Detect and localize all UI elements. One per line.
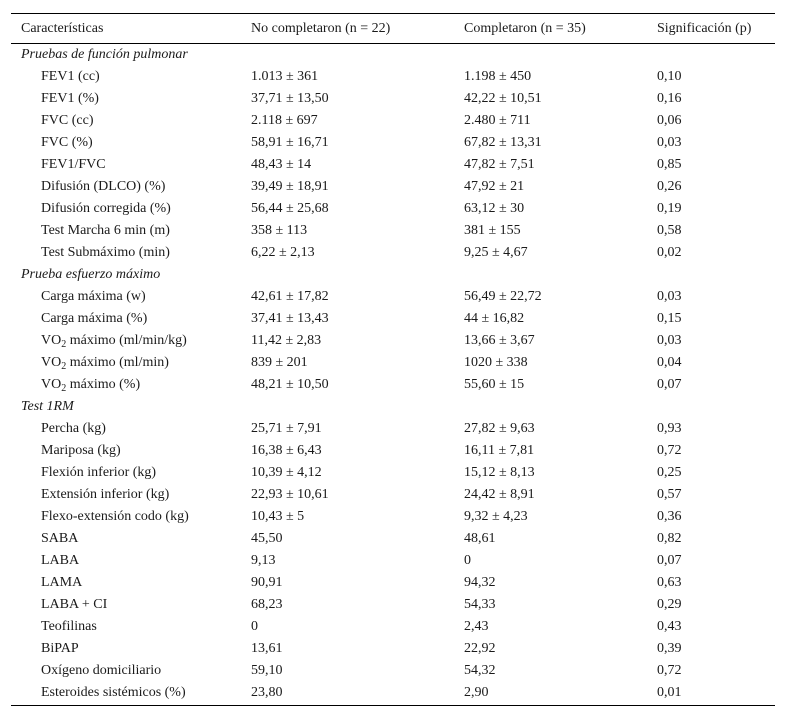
value-completaron: 55,60 ± 15 xyxy=(464,376,525,392)
data-table xyxy=(11,13,775,706)
row-label: Flexo-extensión codo (kg) xyxy=(41,508,189,524)
section-title: Prueba esfuerzo máximo xyxy=(21,266,161,282)
value-no-completaron: 56,44 ± 25,68 xyxy=(251,200,329,216)
value-significacion: 0,03 xyxy=(657,288,682,304)
value-no-completaron: 13,61 xyxy=(251,640,283,656)
value-significacion: 0,07 xyxy=(657,376,682,392)
value-completaron: 48,61 xyxy=(464,530,496,546)
value-significacion: 0,26 xyxy=(657,178,682,194)
table-row xyxy=(11,682,775,706)
value-significacion: 0,15 xyxy=(657,310,682,326)
value-no-completaron: 9,13 xyxy=(251,552,276,568)
value-completaron: 2.480 ± 711 xyxy=(464,112,531,128)
table-row xyxy=(11,308,775,330)
table-row xyxy=(11,132,775,154)
row-label: Carga máxima (w) xyxy=(41,288,146,304)
table-row xyxy=(11,660,775,682)
section-title: Pruebas de función pulmonar xyxy=(21,46,188,62)
row-label: FEV1 (cc) xyxy=(41,68,100,84)
row-label: Carga máxima (%) xyxy=(41,310,148,326)
header-completaron: Completaron (n = 35) xyxy=(454,14,647,44)
label-prefix: VO xyxy=(41,354,62,370)
table-row xyxy=(11,176,775,198)
value-completaron: 0 xyxy=(464,552,471,568)
row-label: FEV1 (%) xyxy=(41,90,99,106)
value-completaron: 22,92 xyxy=(464,640,496,656)
value-no-completaron: 48,43 ± 14 xyxy=(251,156,312,172)
table-row xyxy=(11,110,775,132)
label-suffix: máximo (ml/min) xyxy=(66,354,169,370)
table-row xyxy=(11,154,775,176)
label-prefix: VO xyxy=(41,376,62,392)
label-subscript: 2 xyxy=(61,338,67,350)
section-row xyxy=(11,396,775,418)
value-significacion: 0,16 xyxy=(657,90,682,106)
row-label xyxy=(11,330,241,352)
value-no-completaron: 23,80 xyxy=(241,682,454,706)
table-row xyxy=(11,418,775,440)
header-row xyxy=(11,14,775,44)
table-row xyxy=(11,88,775,110)
table-row xyxy=(11,286,775,308)
value-no-completaron: 16,38 ± 6,43 xyxy=(251,442,322,458)
table-row xyxy=(11,528,775,550)
row-label: FVC (cc) xyxy=(41,112,94,128)
row-label: Extensión inferior (kg) xyxy=(41,486,170,502)
value-no-completaron: 0 xyxy=(251,618,258,634)
value-completaron: 54,33 xyxy=(464,596,496,612)
value-no-completaron: 58,91 ± 16,71 xyxy=(251,134,329,150)
value-completaron: 63,12 ± 30 xyxy=(464,200,525,216)
value-completaron: 47,82 ± 7,51 xyxy=(464,156,535,172)
row-label: LABA + CI xyxy=(41,596,108,612)
value-significacion: 0,29 xyxy=(657,596,682,612)
value-no-completaron: 45,50 xyxy=(251,530,283,546)
value-no-completaron: 358 ± 113 xyxy=(251,222,308,238)
label-suffix: máximo (%) xyxy=(66,376,141,392)
value-significacion: 0,43 xyxy=(657,618,682,634)
value-no-completaron: 39,49 ± 18,91 xyxy=(251,178,329,194)
value-completaron: 94,32 xyxy=(464,574,496,590)
table-header xyxy=(11,14,775,44)
value-no-completaron: 42,61 ± 17,82 xyxy=(251,288,329,304)
table-row xyxy=(11,352,775,374)
row-label: BiPAP xyxy=(41,640,79,656)
value-significacion: 0,39 xyxy=(657,640,682,656)
row-label: FVC (%) xyxy=(41,134,93,150)
value-no-completaron: 6,22 ± 2,13 xyxy=(251,244,315,260)
row-label: SABA xyxy=(41,530,79,546)
table-row xyxy=(11,66,775,88)
value-significacion: 0,06 xyxy=(657,112,682,128)
row-label: Difusión corregida (%) xyxy=(41,200,171,216)
table-row xyxy=(11,374,775,396)
value-no-completaron: 90,91 xyxy=(251,574,283,590)
value-significacion: 0,93 xyxy=(657,420,682,436)
section-title: Test 1RM xyxy=(21,398,74,414)
table-row xyxy=(11,616,775,638)
row-label: Esteroides sistémicos (%) xyxy=(11,682,241,706)
table-row xyxy=(11,198,775,220)
value-no-completaron: 37,41 ± 13,43 xyxy=(251,310,329,326)
value-significacion: 0,07 xyxy=(657,552,682,568)
row-label: Test Marcha 6 min (m) xyxy=(41,222,170,238)
row-label: Oxígeno domiciliario xyxy=(41,662,162,678)
value-completaron: 1020 ± 338 xyxy=(464,354,528,370)
value-no-completaron: 59,10 xyxy=(251,662,283,678)
value-significacion: 0,57 xyxy=(657,486,682,502)
header-caracteristicas: Características xyxy=(11,14,241,44)
value-completaron: 1.198 ± 450 xyxy=(464,68,532,84)
row-label: LABA xyxy=(41,552,80,568)
value-significacion: 0,85 xyxy=(657,156,682,172)
value-significacion: 0,58 xyxy=(657,222,682,238)
row-label: Test Submáximo (min) xyxy=(41,244,170,260)
table-row xyxy=(11,462,775,484)
value-no-completaron: 68,23 xyxy=(251,596,283,612)
label-subscript: 2 xyxy=(61,360,67,372)
value-completaron: 2,90 xyxy=(454,682,647,706)
row-label xyxy=(11,374,241,396)
row-label: Teofilinas xyxy=(41,618,97,634)
table-row xyxy=(11,594,775,616)
row-label: Difusión (DLCO) (%) xyxy=(41,178,166,194)
value-no-completaron: 2.118 ± 697 xyxy=(251,112,318,128)
label-subscript: 2 xyxy=(61,382,67,394)
value-completaron: 381 ± 155 xyxy=(464,222,521,238)
value-significacion: 0,72 xyxy=(657,442,682,458)
value-no-completaron: 10,39 ± 4,12 xyxy=(251,464,322,480)
value-completaron: 56,49 ± 22,72 xyxy=(464,288,542,304)
value-significacion: 0,04 xyxy=(657,354,682,370)
label-prefix: VO xyxy=(41,332,62,348)
value-no-completaron: 10,43 ± 5 xyxy=(251,508,305,524)
value-significacion: 0,03 xyxy=(657,134,682,150)
value-completaron: 13,66 ± 3,67 xyxy=(464,332,535,348)
header-no-completaron: No completaron (n = 22) xyxy=(241,14,454,44)
value-no-completaron: 25,71 ± 7,91 xyxy=(251,420,322,436)
value-completaron: 42,22 ± 10,51 xyxy=(464,90,542,106)
row-label: Percha (kg) xyxy=(41,420,106,436)
section-row xyxy=(11,264,775,286)
value-completaron: 2,43 xyxy=(464,618,489,634)
row-label: LAMA xyxy=(41,574,83,590)
row-label: Flexión inferior (kg) xyxy=(41,464,157,480)
value-completaron: 16,11 ± 7,81 xyxy=(464,442,535,458)
value-no-completaron: 48,21 ± 10,50 xyxy=(251,376,329,392)
table-row xyxy=(11,638,775,660)
value-completaron: 54,32 xyxy=(464,662,496,678)
value-completaron: 27,82 ± 9,63 xyxy=(464,420,535,436)
value-completaron: 24,42 ± 8,91 xyxy=(464,486,535,502)
table-row xyxy=(11,220,775,242)
table-row xyxy=(11,550,775,572)
value-completaron: 47,92 ± 21 xyxy=(464,178,525,194)
table-row xyxy=(11,330,775,352)
value-completaron: 44 ± 16,82 xyxy=(464,310,525,326)
table-body xyxy=(11,44,775,706)
value-significacion: 0,10 xyxy=(657,68,682,84)
value-no-completaron: 1.013 ± 361 xyxy=(251,68,319,84)
row-label: FEV1/FVC xyxy=(41,156,106,172)
value-significacion: 0,63 xyxy=(657,574,682,590)
label-suffix: máximo (ml/min/kg) xyxy=(66,332,187,348)
table-row xyxy=(11,440,775,462)
table-row xyxy=(11,506,775,528)
value-no-completaron: 37,71 ± 13,50 xyxy=(251,90,329,106)
header-significacion: Significación (p) xyxy=(647,14,775,44)
value-no-completaron: 11,42 ± 2,83 xyxy=(251,332,322,348)
value-significacion: 0,36 xyxy=(657,508,682,524)
value-no-completaron: 839 ± 201 xyxy=(251,354,308,370)
value-significacion: 0,03 xyxy=(657,332,682,348)
value-significacion: 0,72 xyxy=(657,662,682,678)
value-significacion: 0,01 xyxy=(647,682,775,706)
row-label: Mariposa (kg) xyxy=(41,442,121,458)
value-completaron: 9,25 ± 4,67 xyxy=(464,244,528,260)
section-row xyxy=(11,44,775,66)
value-completaron: 9,32 ± 4,23 xyxy=(464,508,528,524)
table-row xyxy=(11,484,775,506)
value-significacion: 0,25 xyxy=(657,464,682,480)
table-row xyxy=(11,572,775,594)
table-row xyxy=(11,242,775,264)
value-significacion: 0,82 xyxy=(657,530,682,546)
row-label xyxy=(11,352,241,374)
value-completaron: 67,82 ± 13,31 xyxy=(464,134,542,150)
value-significacion: 0,19 xyxy=(657,200,682,216)
value-completaron: 15,12 ± 8,13 xyxy=(464,464,535,480)
value-no-completaron: 22,93 ± 10,61 xyxy=(251,486,329,502)
value-significacion: 0,02 xyxy=(657,244,682,260)
